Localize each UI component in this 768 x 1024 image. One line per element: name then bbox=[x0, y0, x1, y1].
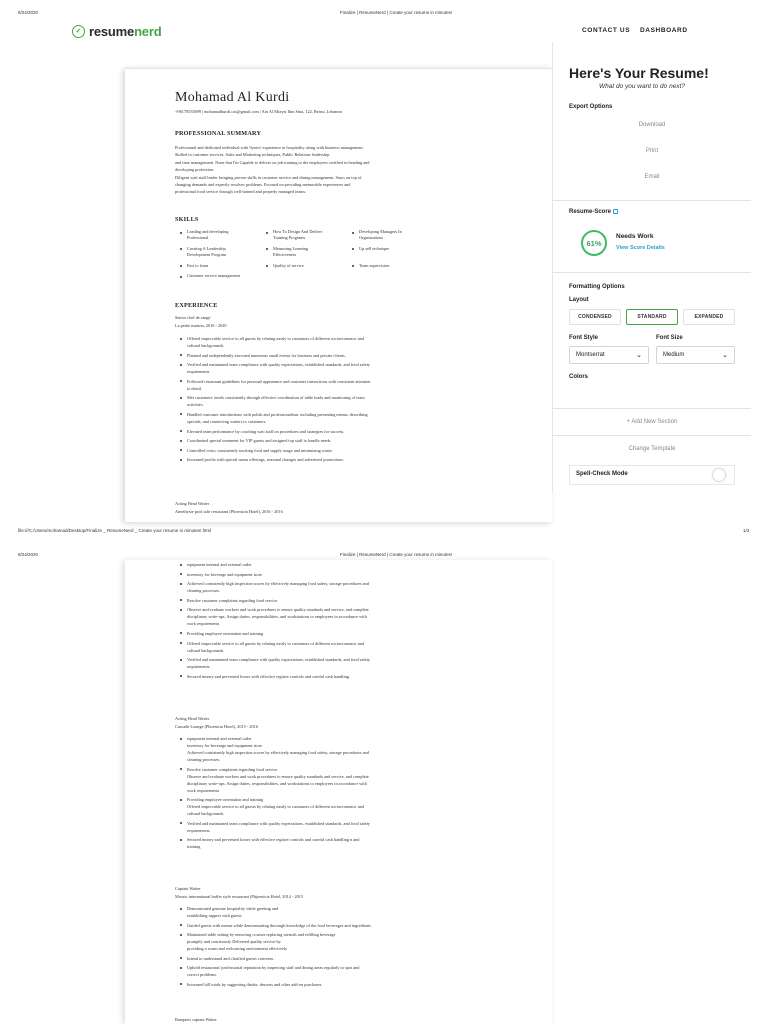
job-title: Captain Waiter bbox=[175, 886, 201, 891]
bullet-item bbox=[175, 820, 445, 834]
bullet-line: Planned and independently executed numerous small events for business and private clients. bbox=[187, 352, 346, 358]
bullet-item bbox=[175, 606, 445, 627]
bullet-line: disciplinary write-ups. Assign duties, responsibilities, and workstations to employees in accordance with bbox=[187, 780, 367, 786]
bullet-item bbox=[175, 352, 445, 359]
bullet-line: Elevated team performance by coaching wait staff on procedures and strategies for success. bbox=[187, 428, 345, 434]
bullet-item bbox=[175, 931, 445, 952]
job-place: Mosaic international buffet style restaurant (Phjoenicia Hotel, 2014 - 2015 bbox=[175, 894, 304, 899]
print-footer-path: file:///C:/Users/mohamad/Desktop/Finalize _ ResumeNerd _ Create your resume in minutes!.html bbox=[18, 528, 212, 533]
change-template-button[interactable]: Change Template bbox=[628, 446, 676, 452]
logo-text-accent: nerd bbox=[134, 24, 162, 39]
bullet-line: requirements. bbox=[187, 827, 211, 833]
resume-score-text: Resume-Score bbox=[569, 209, 612, 216]
bullet-line: training bbox=[187, 844, 201, 850]
bullet-item bbox=[175, 580, 445, 594]
bullet-item bbox=[175, 428, 445, 435]
formatting-options-label: Formatting Options bbox=[569, 284, 625, 290]
bullet-item bbox=[175, 561, 445, 568]
summary-text bbox=[175, 144, 445, 196]
job-bullets bbox=[175, 335, 445, 466]
layout-condensed-button[interactable]: CONDENSED bbox=[569, 309, 621, 325]
bullet-item bbox=[175, 673, 445, 680]
font-style-label: Font Style bbox=[569, 335, 599, 341]
job-place: La petite maison, 2016 - 2020 bbox=[175, 323, 227, 328]
skill-line: Quality of service bbox=[273, 262, 304, 268]
job-place: Cascade Lounge (Phoenicia Hotel), 2015 - 2016 bbox=[175, 724, 258, 729]
bullet-line: providing a warm and welcoming environment effectively bbox=[187, 946, 288, 952]
resume-score-label bbox=[569, 209, 618, 215]
divider bbox=[553, 272, 751, 273]
skill-item bbox=[175, 273, 261, 279]
job-title: Senior chef de range bbox=[175, 315, 211, 320]
print-date-page2: 8/24/2020 bbox=[18, 552, 39, 557]
job-title: Acting Head Waiter bbox=[175, 716, 210, 721]
view-score-details-link[interactable]: View Score Details bbox=[616, 245, 665, 251]
logo-text-plain: resume bbox=[89, 24, 135, 39]
bullet-line: cleaning processes. bbox=[187, 588, 221, 594]
bullet-item bbox=[175, 735, 445, 763]
info-icon[interactable] bbox=[613, 209, 618, 214]
summary-line: developing profession. bbox=[175, 167, 215, 173]
resumenerd-logo[interactable] bbox=[72, 24, 161, 39]
bullet-line: Offered impeccable service to all guests by relating easily to customers of different socioeconomic and bbox=[187, 804, 364, 810]
summary-line: Professional and dedicated individual with 9years' experience in hospitality along with business management. bbox=[175, 145, 364, 150]
bullet-item bbox=[175, 394, 445, 408]
resume-contact: +96170535699 | mohamadkurdi.cas@gmail.com | Ain Al Mraysi Ibin Sina, 122, Beirut, Lebanon bbox=[175, 109, 342, 114]
bullet-line: Offered impeccable service to all guests by relating easily to customers of different socioeconomic and bbox=[187, 336, 364, 341]
skill-line: Leading and developing bbox=[187, 229, 229, 234]
bullet-item bbox=[175, 335, 445, 349]
bullet-line: Providing employee orientation and training bbox=[187, 630, 264, 636]
print-title-page2: Finalize | ResumeNerd | Create your resume in minutes! bbox=[340, 552, 453, 557]
skill-line: Developing Managers In bbox=[359, 229, 402, 234]
experience-heading: EXPERIENCE bbox=[175, 302, 218, 309]
bullet-item bbox=[175, 836, 445, 850]
skill-line: Development Program bbox=[187, 252, 227, 258]
bullet-line: Achieved consistently high inspection scores by effectively managing food safety, storage procedures and bbox=[187, 581, 369, 587]
skill-item bbox=[347, 229, 433, 242]
finalize-panel bbox=[552, 42, 750, 492]
download-button[interactable]: Download bbox=[638, 122, 666, 128]
chevron-down-icon: ⌄ bbox=[636, 352, 642, 359]
bullet-item bbox=[175, 766, 445, 794]
bullet-line: Uphold restaurants' professional reputation by inspecting staff and dining areas regularly to spot and bbox=[187, 965, 360, 971]
bullet-line: cultural backgrounds. bbox=[187, 811, 225, 817]
bullet-line: establishing rapport with guests bbox=[187, 913, 242, 918]
skill-line: Training Programs bbox=[273, 235, 306, 241]
bullet-item bbox=[175, 411, 445, 425]
job-title: Acting Head Waiter bbox=[175, 501, 210, 506]
font-size-label: Font Size bbox=[656, 335, 683, 341]
divider bbox=[553, 200, 751, 201]
bullet-line: Increased bill totals by suggesting drinks, desserts and other add-on purchases. bbox=[187, 981, 323, 987]
chevron-down-icon: ⌄ bbox=[722, 352, 728, 359]
layout-standard-button[interactable]: STANDARD bbox=[626, 309, 678, 325]
resume-preview[interactable] bbox=[125, 68, 552, 522]
print-title: Finalize | ResumeNerd | Create your resume in minutes! bbox=[340, 10, 453, 15]
bullet-line: Secured money and prevented losses with effective register controls and careful cash handling n and bbox=[187, 837, 360, 843]
skill-item bbox=[175, 246, 261, 259]
skills-list bbox=[175, 229, 433, 279]
divider bbox=[553, 408, 751, 409]
bullet-item bbox=[175, 456, 445, 463]
font-style-select[interactable] bbox=[569, 346, 649, 364]
summary-line: Diligent wait staff leader bringing proven skills in customer service and dining management. Stays on top of bbox=[175, 174, 362, 180]
bullet-line: requirements bbox=[187, 369, 210, 375]
summary-line: and time management. None that I'm Capable to deliver on job training to the employees certified in heading and bbox=[175, 159, 370, 165]
layout-label: Layout bbox=[569, 297, 589, 303]
bullet-line: Guided guests with menus while demonstrating thorough knowledge of the food beverages and ingredients bbox=[187, 922, 371, 928]
bullet-line: Resolve customer complaints regarding food service bbox=[187, 766, 278, 772]
skill-line: Fast to learn bbox=[187, 262, 209, 268]
bullet-line: Observe and evaluate workers and work procedures to ensure quality standards and service, and complete bbox=[187, 607, 369, 613]
bullet-line: promptly and courteously Delivered quality service by bbox=[187, 939, 281, 945]
job-place: Amethyste pool side restaurant (Phoenicia Hotel), 2016 - 2016 bbox=[175, 509, 283, 514]
skill-line: Customer service management bbox=[187, 273, 240, 279]
bullet-line: equipment internal and external order bbox=[187, 736, 252, 741]
skill-item bbox=[261, 263, 347, 269]
email-button[interactable]: Email bbox=[644, 174, 660, 180]
skill-line: Organizations bbox=[359, 235, 384, 241]
panel-title: Here's Your Resume! bbox=[569, 65, 709, 81]
bullet-line: Followed restaurant guidelines for personal appearance and customer interactions with consistent attention bbox=[187, 378, 371, 384]
summary-line: Skilled in customer services, Sales and Marketing techniques, Public Relations leadership bbox=[175, 152, 330, 158]
score-status: Needs Work bbox=[616, 233, 654, 240]
bullet-line: Providing employee orientation and training bbox=[187, 797, 264, 803]
bullet-line: cultural backgrounds. bbox=[187, 343, 225, 348]
bullet-line: Maintained table setting by removing courses replacing utensils and refilling beverage bbox=[187, 932, 336, 938]
export-options-label: Export Options bbox=[569, 104, 613, 110]
skill-item bbox=[347, 246, 433, 259]
bullet-item bbox=[175, 378, 445, 392]
job-bullets bbox=[175, 905, 445, 991]
bullet-line: work requirements bbox=[187, 621, 220, 627]
bullet-item bbox=[175, 640, 445, 654]
bullet-item bbox=[175, 955, 445, 962]
bullet-line: Verified and maintained team compliance with quality expectations, established standards, and food safety bbox=[187, 657, 371, 663]
bullet-line: Resolve customer complaints regarding food service bbox=[187, 597, 278, 603]
summary-heading: PROFESSIONAL SUMMARY bbox=[175, 130, 262, 137]
resume-name: Mohamad Al Kurdi bbox=[175, 90, 290, 105]
divider bbox=[553, 435, 751, 436]
bullet-item bbox=[175, 796, 445, 817]
bullet-line: Controlled costs; consistently tracking food and supply usage and minimizing waste. bbox=[187, 447, 333, 453]
job-title: Banquets captain Waiter bbox=[175, 1017, 217, 1022]
bullet-line: Offered impeccable service to all guests by relating easily to customers of different socioeconomic and bbox=[187, 640, 364, 646]
bullet-line: cleaning processes. bbox=[187, 757, 221, 762]
skills-heading: SKILLS bbox=[175, 216, 199, 223]
bullet-line: Handled customer introductions with polish and professionalism, including presenting menus, describing bbox=[187, 411, 368, 417]
skill-line: Measuring Learning bbox=[273, 245, 308, 251]
skill-item bbox=[175, 229, 261, 242]
skill-line: Creating A Leadership bbox=[187, 245, 226, 251]
resume-score-circle: 61% bbox=[581, 230, 607, 256]
print-date: 8/24/2020 bbox=[18, 10, 39, 15]
bullet-line: activities. bbox=[187, 402, 204, 408]
logo-check-icon: ✓ bbox=[72, 25, 85, 38]
layout-expanded-button[interactable]: EXPANDED bbox=[683, 309, 735, 325]
bullet-line: to detail. bbox=[187, 385, 203, 391]
summary-line: professional food service through well-trained and properly managed teams. bbox=[175, 189, 307, 195]
bullet-line: specials, and connecting waiters to customers. bbox=[187, 418, 267, 424]
spellcheck-label: Spell-Check Mode bbox=[576, 471, 628, 477]
bullet-line: Intend to understand and clarified guests concerns . bbox=[187, 955, 276, 961]
bullet-item bbox=[175, 630, 445, 637]
bullet-line: Achieved consistently high inspection scores by effectively managing food safety, storage procedures and bbox=[187, 750, 369, 755]
panel-subtitle: What do you want to do next? bbox=[599, 83, 685, 90]
skill-item bbox=[347, 263, 433, 269]
nav-dashboard[interactable]: DASHBOARD bbox=[640, 27, 688, 34]
font-size-select[interactable] bbox=[656, 346, 735, 364]
print-page-number: 1/3 bbox=[743, 528, 750, 533]
bullet-line: Demonstrated genuine hospitality while greeting and bbox=[187, 906, 279, 911]
print-button[interactable]: Print bbox=[645, 148, 659, 154]
bullet-item bbox=[175, 964, 445, 978]
job-bullets bbox=[175, 735, 445, 853]
bullet-item bbox=[175, 447, 445, 454]
skill-item bbox=[261, 229, 347, 242]
bullet-line: Met customers' needs consistently through effective coordination of table loads and monitoring of team bbox=[187, 395, 365, 401]
bullet-line: inventory for beverage and equipment store bbox=[187, 571, 263, 577]
bullet-line: disciplinary write-ups. Assign duties, responsibilities, and workstations to employees in accordance with bbox=[187, 614, 367, 620]
bullet-line: equipment internal and external order bbox=[187, 562, 252, 567]
bullet-item bbox=[175, 437, 445, 444]
spellcheck-row bbox=[569, 465, 735, 485]
bullet-item bbox=[175, 571, 445, 578]
font-style-value: Montserrat bbox=[576, 352, 605, 358]
bullet-item bbox=[175, 656, 445, 670]
bullet-line: Verified and maintained team compliance with quality expectations, established standards, and food safety bbox=[187, 362, 371, 368]
skill-line: How To Design And Deliver bbox=[273, 229, 323, 234]
bullet-item bbox=[175, 597, 445, 604]
font-size-value: Medium bbox=[663, 352, 685, 358]
spellcheck-toggle[interactable] bbox=[712, 468, 726, 482]
nav-contact-us[interactable]: CONTACT US bbox=[582, 27, 631, 34]
bullet-line: Verified and maintained team compliance with quality expectations, established standards, and food safety bbox=[187, 820, 371, 826]
bullet-item bbox=[175, 361, 445, 375]
bullet-line: inventory for beverage and equipment store bbox=[187, 743, 263, 748]
skill-item bbox=[261, 246, 347, 259]
colors-label: Colors bbox=[569, 374, 589, 380]
add-new-section-button[interactable]: + Add New Section bbox=[626, 419, 678, 425]
skill-line: Effectiveness bbox=[273, 252, 297, 258]
bullet-line: Increased profits with special menu offerings, seasonal changes and advertised promotions. bbox=[187, 457, 344, 463]
bullet-line: requirements. bbox=[187, 664, 211, 670]
bullet-line: Secured money and prevented losses with effective register controls and careful cash handling. bbox=[187, 673, 351, 679]
bullet-item bbox=[175, 922, 445, 929]
bullet-line: Coordinated special treatment for VIP guests and assigned top staff to handle needs. bbox=[187, 438, 332, 444]
bullet-line: work requirements bbox=[187, 787, 220, 793]
skill-line: Professional bbox=[187, 235, 209, 241]
bullet-item bbox=[175, 981, 445, 988]
bullet-line: correct problems. bbox=[187, 972, 218, 978]
summary-line: changing demands and expertly resolves problems. Focused on providing memorable experiences and bbox=[175, 182, 351, 188]
bullet-line: cultural backgrounds. bbox=[187, 647, 225, 653]
job-bullets bbox=[175, 561, 445, 682]
bullet-item bbox=[175, 905, 445, 919]
skill-item bbox=[175, 263, 261, 269]
resume-preview-page2[interactable] bbox=[125, 560, 552, 1024]
skill-line: Team supervision bbox=[359, 262, 390, 268]
skill-line: Up sell technique bbox=[359, 245, 390, 251]
bullet-line: Observe and evaluate workers and work procedures to ensure quality standards and service, and complete bbox=[187, 773, 369, 779]
